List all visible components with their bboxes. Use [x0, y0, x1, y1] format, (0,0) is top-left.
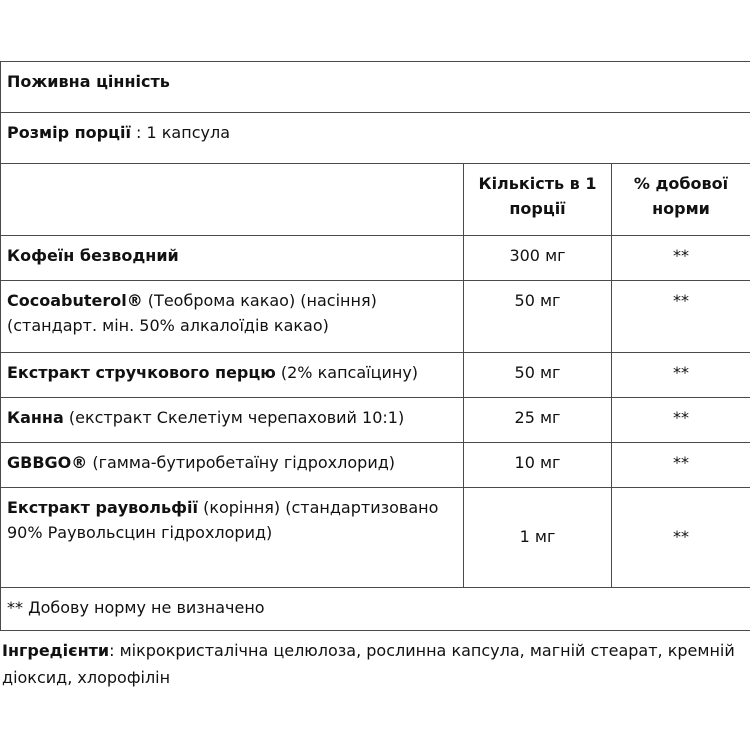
ingredient-daily-value: ** — [612, 236, 750, 281]
table-row — [1, 443, 750, 488]
ingredient-amount: 50 мг — [464, 281, 612, 353]
serving-label: Розмір порції — [7, 123, 131, 142]
ingredient-name-detail: (Теоброма какао) (насіння) (стандарт. мін. 50% алкалоїдів какао) — [7, 291, 377, 335]
ingredient-name — [1, 281, 464, 353]
header-daily-value — [612, 164, 750, 236]
ingredient-name-bold: Екстракт стручкового перцю — [7, 363, 276, 382]
title-row — [1, 62, 750, 113]
ingredient-amount: 50 мг — [464, 353, 612, 398]
ingredient-daily-value: ** — [612, 281, 750, 353]
nutrition-facts-panel — [0, 61, 750, 631]
table-row — [1, 353, 750, 398]
ingredient-name — [1, 443, 464, 488]
ingredients-list — [2, 637, 742, 691]
ingredient-daily-value: ** — [612, 443, 750, 488]
ingredient-daily-value: ** — [612, 398, 750, 443]
ingredient-amount: 25 мг — [464, 398, 612, 443]
ingredient-amount: 1 мг — [464, 488, 612, 588]
header-row — [1, 164, 750, 236]
ingredient-name — [1, 236, 464, 281]
ingredient-name-detail: (коріння) (стандартизовано 90% Раувольсцин гідрохлорид) — [7, 498, 439, 542]
header-dv-line1: % добової — [633, 174, 729, 193]
ingredient-amount: 300 мг — [464, 236, 612, 281]
ingredient-name — [1, 398, 464, 443]
header-dv-line2: норми — [652, 199, 710, 218]
ingredient-name-bold: Канна — [7, 408, 64, 427]
ingredients-label: Інгредієнти — [2, 641, 110, 660]
table-row — [1, 236, 750, 281]
table-row — [1, 281, 750, 353]
ingredient-name-detail: (гамма-бутиробетаїну гідрохлорид) — [87, 453, 396, 472]
ingredient-name-bold: Екстракт раувольфії — [7, 498, 198, 517]
ingredient-name — [1, 353, 464, 398]
serving-size — [1, 113, 750, 164]
table-row — [1, 398, 750, 443]
ingredients-text: : мікрокристалічна целюлоза, рослинна капсула, магній стеарат, кремній діоксид, хлорофілін — [2, 641, 735, 687]
header-amount-line1: Кількість в 1 — [478, 174, 597, 193]
ingredient-name-detail: (екстракт Скелетіум черепаховий 10:1) — [63, 408, 405, 427]
ingredient-name-detail: (2% капсаїцину) — [275, 363, 419, 382]
ingredient-amount: 10 мг — [464, 443, 612, 488]
footnote-row — [1, 588, 750, 631]
ingredient-name-bold: GBBGO® — [7, 453, 88, 472]
serving-separator: : — [130, 123, 147, 142]
header-name — [1, 164, 464, 236]
header-amount-line2: порції — [509, 199, 566, 218]
ingredient-name — [1, 488, 464, 588]
ingredient-name-bold: Кофеїн безводний — [7, 246, 179, 265]
nutrition-table — [0, 61, 750, 631]
ingredient-daily-value: ** — [612, 353, 750, 398]
header-amount — [464, 164, 612, 236]
footnote: ** Добову норму не визначено — [1, 588, 750, 631]
table-row — [1, 488, 750, 588]
serving-row — [1, 113, 750, 164]
serving-value: 1 капсула — [146, 123, 230, 142]
ingredient-daily-value: ** — [612, 488, 750, 588]
ingredient-name-bold: Cocoabuterol® — [7, 291, 143, 310]
table-title: Поживна цінність — [1, 62, 750, 113]
